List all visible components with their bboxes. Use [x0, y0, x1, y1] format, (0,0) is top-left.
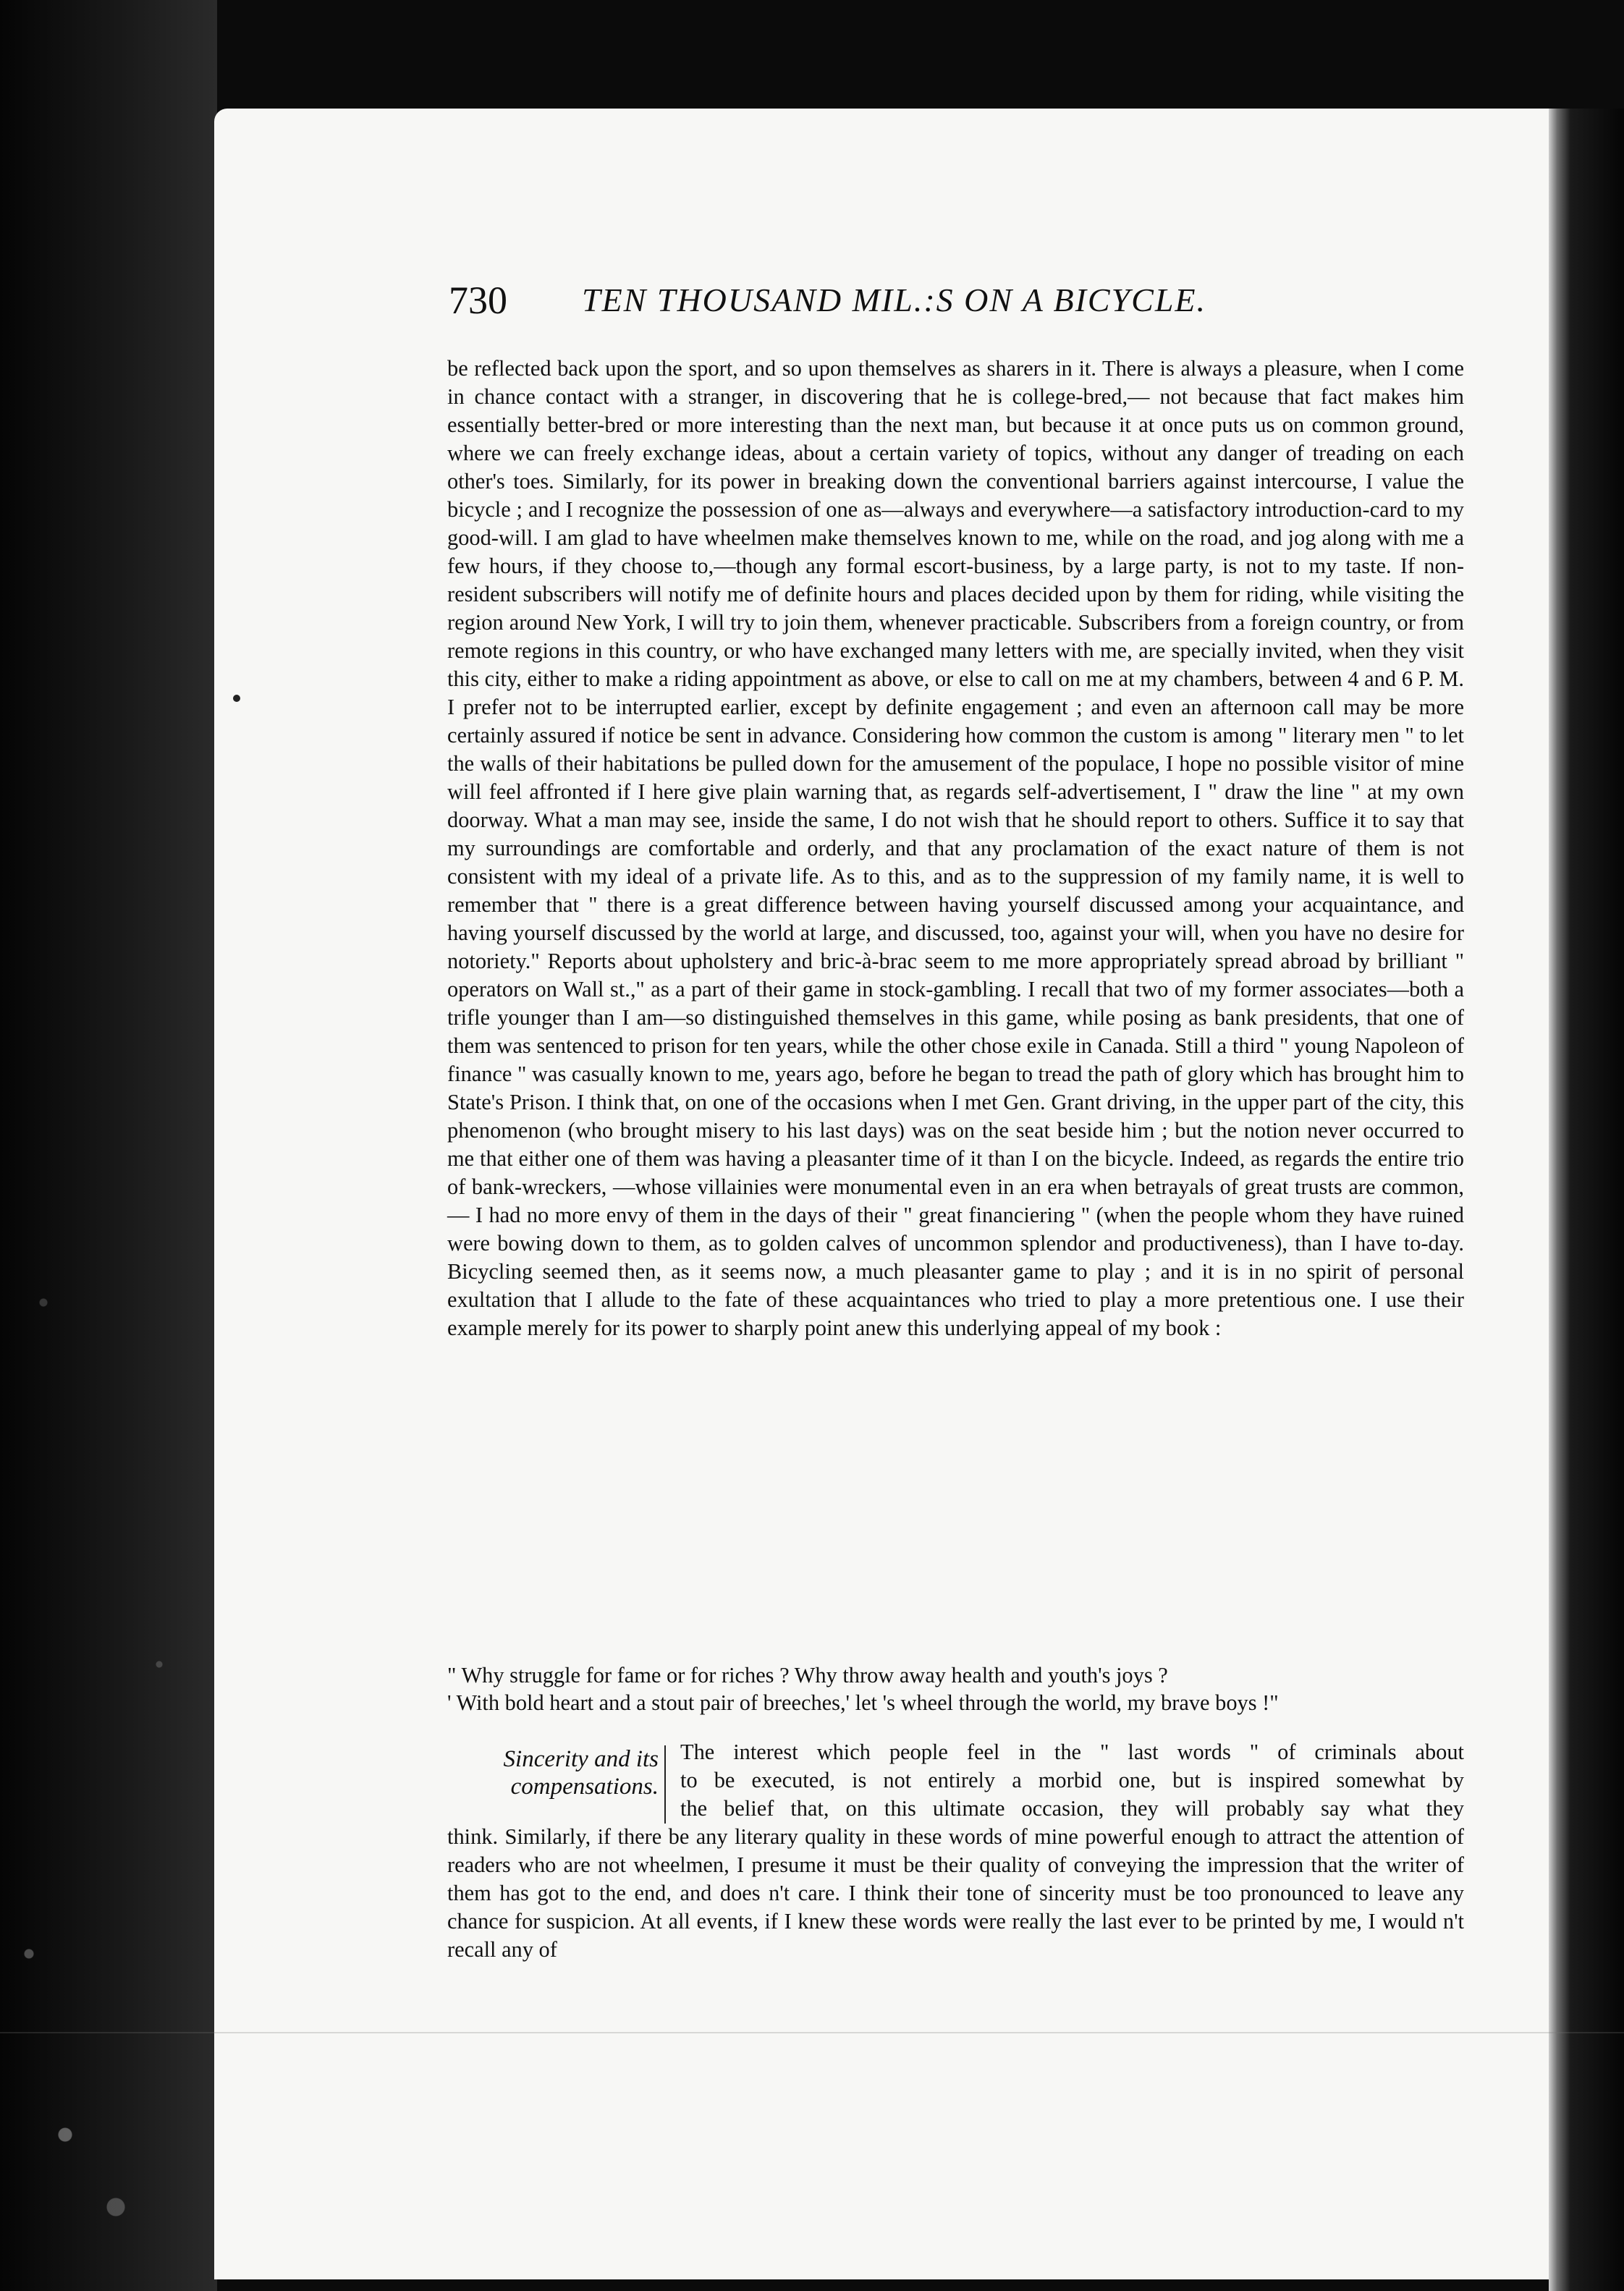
- scan-artifact-line: [0, 2032, 1624, 2033]
- scan-background-right: [1549, 109, 1624, 2291]
- sidenote-line-1: Sincerity and its: [503, 1746, 659, 1772]
- page-number: 730: [449, 279, 507, 322]
- paragraph-text: be reflected back upon the sport, and so upon themselves as sharers in it. There is always a pleasure, when I come in chance contact with a stranger, in discovering that he is college-bred,— not because that fact makes him essentially better-bred or more interesting than the next man, but because it at once puts us on common ground, where we can freely exchange ideas, about a certain variety of topics, without any danger of treading on each other's toes. Similarly, for its power in breaking down the conventional barriers against intercourse, I value the bicycle ; and I recognize the possession of one as—always and everywhere—a satisfactory introduction-card to my good-will. I am glad to have wheelmen make themselves known to me, while on the road, and jog along with me a few hours, if they choose to,—though any formal escort-business, by a large party, is not to my taste. If non-resident subscribers will notify me of definite hours and places decided upon by them for riding, while visiting the region around New York, I will try to join them, whenever practicable. Subscribers from a foreign country, or from remote regions in this country, or who have exchanged many letters with me, are specially invited, when they visit this city, either to make a riding appointment as above, or else to call on me at my chambers, between 4 and 6 P. M. I prefer not to be interrupted earlier, except by definite engagement ; and even an afternoon call may be more certainly assured if notice be sent in advance. Considering how common the custom is among " literary men " to let the walls of their habitations be pulled down for the amusement of the populace, I hope no possible visitor of mine will feel affronted if I here give plain warning that, as regards self-advertisement, I " draw the line " at my own doorway. What a man may see, inside the same, I do not wish that he should report to others. Suffice it to say that my surroundings are comfortable and orderly, and that any proclamation of the exact nature of them is not consistent with my ideal of a private life. As to this, and as to the suppression of my family name, it is well to remember that " there is a great difference between having yourself discussed among your acquaintance, and having yourself discussed by the world at large, and discussed, too, against your will, when you have no desire for notoriety." Reports about upholstery and bric-à-brac seem to me more appropriately spread abroad by brilliant " operators on Wall st.," as a part of their game in stock-gambling. I recall that two of my former associates—both a trifle younger than I am—so distinguished themselves in this game, while posing as bank presidents, that one of them was sentenced to prison for ten years, while the other chose exile in Canada. Still a third " young Napoleon of finance " was casually known to me, years ago, before he began to tread the path of glory which has brought him to State's Prison. I think that, on one of the occasions when I met Gen. Grant driving, in the upper part of the city, this phenomenon (who brought misery to his last days) was on the seat beside him ; but the notion never occurred to me that either one of them was having a pleasanter time of it than I on the bicycle. Indeed, as regards the entire trio of bank-wreckers, —whose villainies were monumental even in an era when betrayals of great trusts are common,— I had no more envy of them in the days of their " great financiering " (when the people whom they have ruined were bowing down to them, as to golden calves of uncommon splendor and productiveness), than I have to-day. Bicycling seemed then, as it seems now, a much pleasanter game to play ; and it is in no spirit of personal exultation that I allude to the fate of these acquaintances who tried to play a more pretentious one. I use their example merely for its power to sharply point anew this underlying appeal of my book :: [447, 356, 1464, 1340]
- section-paragraph-text: think. Similarly, if there be any literary quality in these words of mine powerful enough to attract the attention of readers who are not wheelmen, I presume it must be their quality of conveying the impression that the writer of them has got to the end, and does n't care. I think their tone of sincerity must be too pronounced to leave any chance for suspicion. At all events, if I knew these words were really the last ever to be printed by me, I would n't recall any of: [447, 1824, 1464, 1962]
- page-header: [449, 279, 1361, 322]
- quoted-verse: [447, 1661, 1464, 1716]
- section-line-3: the belief that, on this ultimate occasion, they will probably say what they: [680, 1796, 1464, 1821]
- scan-speck: [233, 695, 240, 702]
- section-line-1: The interest which people feel in the " last words " of criminals about: [680, 1740, 1464, 1764]
- sidenote-line-2: compensations.: [510, 1774, 659, 1800]
- verse-line-1: " Why struggle for fame or for riches ? Why throw away health and youth's joys ?: [447, 1663, 1168, 1687]
- main-paragraph: [447, 355, 1464, 1342]
- section-paragraph: [447, 1823, 1464, 1964]
- running-title: TEN THOUSAND MIL.:S ON A BICYCLE.: [582, 281, 1207, 318]
- scan-background-left: [0, 0, 217, 2291]
- verse-line-2: ' With bold heart and a stout pair of breeches,' let 's wheel through the world, my brave boys !": [447, 1690, 1279, 1715]
- section-line-2: to be executed, is not entirely a morbid one, but is inspired somewhat by: [680, 1768, 1464, 1792]
- section-opening-lines: [680, 1738, 1464, 1823]
- section-sidenote: [447, 1745, 666, 1824]
